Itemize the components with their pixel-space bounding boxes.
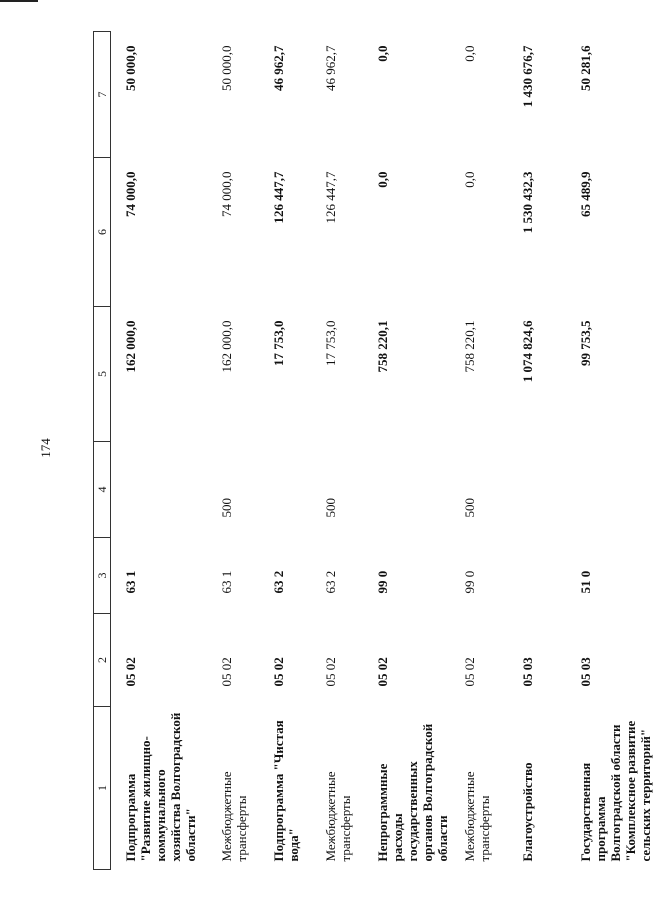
row-name: Межбюджетные трансферты [219,771,249,862]
amount-year-1: 17 753,0 [271,320,286,366]
expense-type-code [363,442,450,538]
program-code: 51 0 [578,570,593,594]
section-code: 05 03 [520,657,535,687]
column-number-3: 3 [94,538,111,614]
table-row [363,32,450,870]
budget-table [93,31,658,870]
amount-year-2: 65 489,9 [578,171,593,217]
section-code: 05 02 [219,657,234,687]
amount-year-3: 0,0 [375,45,390,62]
page-number: 174 [38,438,53,458]
expense-type-code [508,442,566,538]
section-code: 05 03 [578,657,593,687]
amount-year-1: 758 220,1 [462,320,477,373]
scan-corner-mark [0,0,38,2]
column-number-6: 6 [94,158,111,307]
program-code: 99 0 [462,570,477,594]
expense-type-code: 500 [323,498,338,518]
row-name: Межбюджетные трансферты [323,771,353,862]
amount-year-1: 162 000,0 [219,320,234,373]
amount-year-3: 50 000,0 [219,45,234,91]
amount-year-2: 1 530 432,3 [520,171,535,234]
row-name: Благоустройство [520,762,535,862]
column-number-1: 1 [94,707,111,870]
expense-type-code [111,442,208,538]
column-number-2: 2 [94,614,111,707]
amount-year-3: 50 281,6 [578,45,593,91]
section-code: 05 02 [123,657,138,687]
amount-year-1: 99 753,5 [578,320,593,366]
row-name: Межбюджетные трансферты [462,771,492,862]
amount-year-2: 74 000,0 [219,171,234,217]
amount-year-3: 0,0 [462,45,477,62]
amount-year-1: 1 074 824,6 [520,320,535,383]
expense-type-code [259,442,311,538]
table-row [450,32,508,870]
amount-year-2: 126 447,7 [271,171,286,224]
section-code: 05 02 [375,657,390,687]
section-code: 05 02 [271,657,286,687]
expense-type-code [566,442,658,538]
program-code: 63 1 [123,570,138,594]
program-code: 63 2 [271,570,286,594]
table-row [508,32,566,870]
amount-year-3: 1 430 676,7 [520,45,535,108]
program-code [508,538,566,614]
table-row [207,32,259,870]
amount-year-2: 74 000,0 [123,171,138,217]
program-code: 63 2 [323,570,338,594]
amount-year-3: 46 962,7 [271,45,286,91]
column-number-7: 7 [94,32,111,158]
expense-type-code: 500 [462,498,477,518]
amount-year-2: 126 447,7 [323,171,338,224]
amount-year-1: 758 220,1 [375,320,390,373]
expense-type-code: 500 [219,498,234,518]
row-name: Государственная программа Волгоградской области "Комплексное развитие сельских территорий" [578,720,653,862]
rotated-table-container [93,32,653,870]
program-code: 63 1 [219,570,234,594]
amount-year-1: 17 753,0 [323,320,338,366]
column-number-5: 5 [94,307,111,442]
table-row [566,32,658,870]
section-code: 05 02 [323,657,338,687]
row-name: Непрограммные расходы государственных органов Волгоградской области [375,723,450,862]
row-name: Подпрограмма "Развитие жилищно-коммунального хозяйства Волгоградской области" [123,712,198,862]
section-code: 05 02 [462,657,477,687]
amount-year-3: 46 962,7 [323,45,338,91]
table-row [311,32,363,870]
amount-year-1: 162 000,0 [123,320,138,373]
amount-year-3: 50 000,0 [123,45,138,91]
amount-year-2: 0,0 [462,171,477,188]
row-name: Подпрограмма "Чистая вода" [271,720,301,862]
amount-year-2: 0,0 [375,171,390,188]
table-header-row [94,32,111,870]
program-code: 99 0 [375,570,390,594]
column-number-4: 4 [94,442,111,538]
table-row [259,32,311,870]
table-row [111,32,208,870]
